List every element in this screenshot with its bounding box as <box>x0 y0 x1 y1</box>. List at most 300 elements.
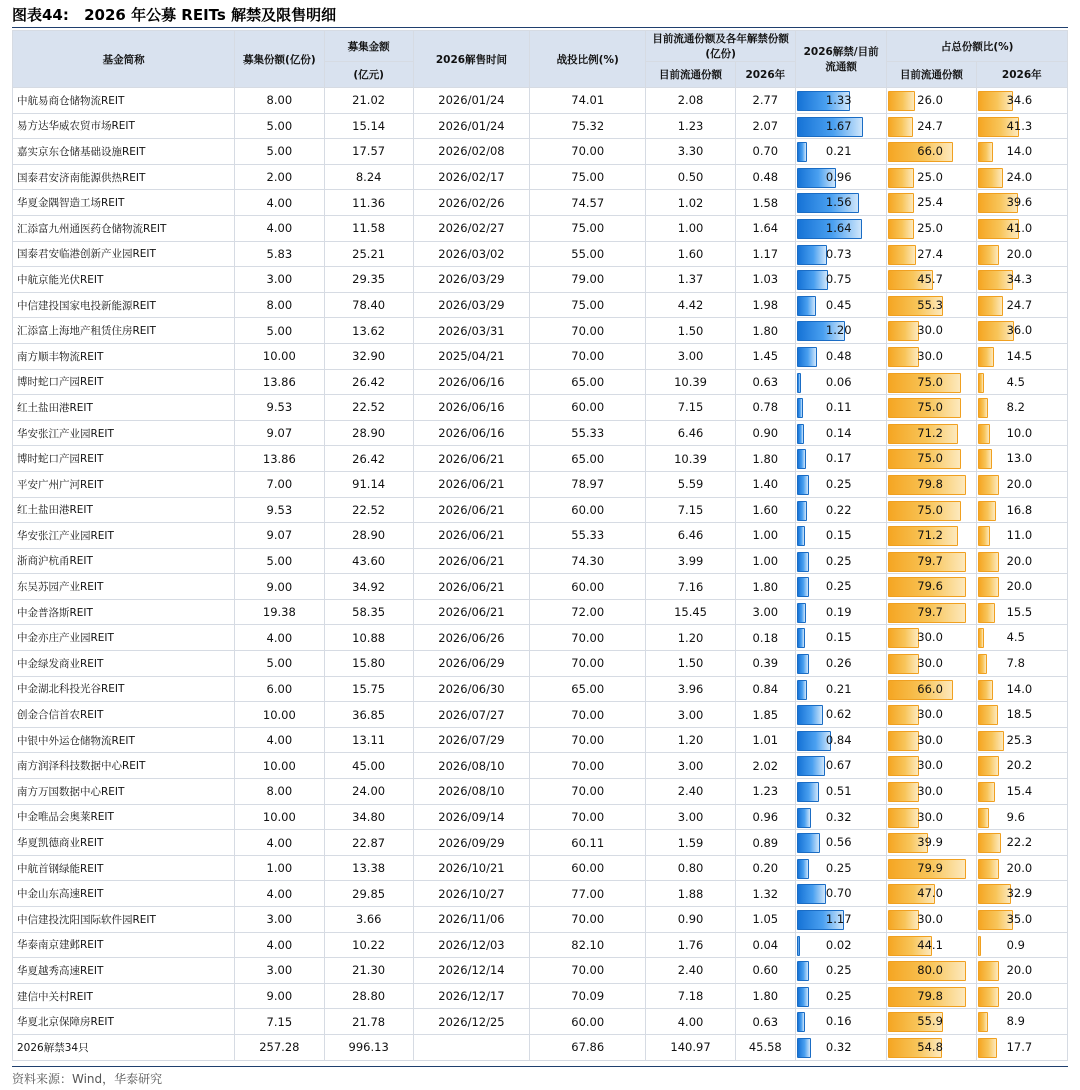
header-amount-unit: (亿元) <box>324 62 413 88</box>
raised-amount: 996.13 <box>324 1034 413 1060</box>
unlock-time: 2026/03/29 <box>413 292 529 318</box>
rel-unlock <box>795 523 886 549</box>
strategic-ratio: 70.00 <box>530 753 646 779</box>
raised-shares: 5.00 <box>235 651 324 677</box>
rel-unlock <box>795 446 886 472</box>
share-current <box>887 932 976 958</box>
share-current <box>887 855 976 881</box>
share-2026-bar <box>978 168 1003 188</box>
share-current-bar <box>888 782 919 802</box>
share-2026-value: 24.0 <box>1006 169 1033 184</box>
raised-shares: 9.07 <box>235 523 324 549</box>
share-current-value: 24.7 <box>917 118 943 133</box>
raised-amount: 28.90 <box>324 523 413 549</box>
table-row <box>13 907 1068 933</box>
share-current-value: 30.0 <box>917 348 943 363</box>
share-2026 <box>976 958 1067 984</box>
table-row <box>13 369 1068 395</box>
unlock-time: 2026/08/10 <box>413 779 529 805</box>
share-2026 <box>976 523 1067 549</box>
unlock-time: 2026/03/02 <box>413 241 529 267</box>
share-current-value: 66.0 <box>917 144 943 159</box>
share-current-value: 79.6 <box>917 579 943 594</box>
rel-unlock-bar <box>797 1038 811 1058</box>
share-2026-value: 10.0 <box>1006 425 1033 440</box>
rel-unlock-value: 0.96 <box>825 169 852 184</box>
share-current-value: 39.9 <box>917 835 943 850</box>
share-2026 <box>976 1009 1067 1035</box>
table-row <box>13 267 1068 293</box>
rel-unlock-value: 0.17 <box>825 451 852 466</box>
float-2026: 1.40 <box>735 471 795 497</box>
float-current: 4.00 <box>646 1009 735 1035</box>
share-current-value: 79.8 <box>917 476 943 491</box>
fund-name: 嘉实京东仓储基础设施REIT <box>13 139 235 165</box>
table-row <box>13 471 1068 497</box>
share-current-value: 26.0 <box>917 93 943 107</box>
rel-unlock-bar <box>797 987 809 1007</box>
strategic-ratio: 70.00 <box>530 318 646 344</box>
share-current-value: 25.4 <box>917 195 943 210</box>
rel-unlock-bar <box>797 961 809 981</box>
rel-unlock <box>795 497 886 523</box>
raised-amount: 15.75 <box>324 676 413 702</box>
fund-name: 华夏金隅智造工场REIT <box>13 190 235 216</box>
strategic-ratio: 74.57 <box>530 190 646 216</box>
share-current-bar <box>888 91 915 111</box>
float-current: 140.97 <box>646 1034 735 1060</box>
share-2026-value: 17.7 <box>1006 1039 1033 1054</box>
unlock-time: 2026/01/24 <box>413 88 529 114</box>
header-float-2026: 2026年 <box>735 62 795 88</box>
rel-unlock-value: 0.21 <box>825 681 852 696</box>
strategic-ratio: 60.00 <box>530 1009 646 1035</box>
share-2026-value: 25.3 <box>1006 732 1033 747</box>
table-row <box>13 164 1068 190</box>
raised-amount: 11.36 <box>324 190 413 216</box>
float-current: 10.39 <box>646 369 735 395</box>
fund-name: 博时蛇口产园REIT <box>13 369 235 395</box>
table-row <box>13 523 1068 549</box>
float-current: 3.99 <box>646 548 735 574</box>
share-2026-bar <box>978 808 989 828</box>
strategic-ratio: 60.11 <box>530 830 646 856</box>
share-current <box>887 1034 976 1060</box>
share-2026-value: 34.3 <box>1006 272 1033 287</box>
strategic-ratio: 70.00 <box>530 727 646 753</box>
rel-unlock-value: 0.48 <box>825 348 852 363</box>
raised-shares: 4.00 <box>235 830 324 856</box>
raised-shares: 10.00 <box>235 753 324 779</box>
strategic-ratio: 70.00 <box>530 343 646 369</box>
share-2026 <box>976 779 1067 805</box>
share-2026 <box>976 139 1067 165</box>
share-current-value: 30.0 <box>917 732 943 747</box>
strategic-ratio: 60.00 <box>530 497 646 523</box>
rel-unlock-bar <box>797 654 809 674</box>
rel-unlock-value: 0.25 <box>825 553 852 568</box>
rel-unlock-bar <box>797 680 807 700</box>
share-current-value: 30.0 <box>917 656 943 671</box>
share-current <box>887 548 976 574</box>
raised-amount: 8.24 <box>324 164 413 190</box>
share-2026-bar <box>978 628 984 648</box>
rel-unlock-value: 0.25 <box>825 963 852 978</box>
rel-unlock-value: 0.84 <box>825 732 852 747</box>
raised-amount: 15.80 <box>324 651 413 677</box>
float-current: 0.80 <box>646 855 735 881</box>
strategic-ratio: 70.09 <box>530 983 646 1009</box>
share-2026-bar <box>978 552 999 572</box>
rel-unlock-bar <box>797 577 809 597</box>
float-current: 7.15 <box>646 497 735 523</box>
share-current <box>887 215 976 241</box>
float-current: 1.76 <box>646 932 735 958</box>
share-2026 <box>976 343 1067 369</box>
table-row <box>13 574 1068 600</box>
share-current-value: 30.0 <box>917 707 943 722</box>
share-current <box>887 395 976 421</box>
fund-name: 南方润泽科技数据中心REIT <box>13 753 235 779</box>
strategic-ratio: 55.00 <box>530 241 646 267</box>
share-current-value: 30.0 <box>917 630 943 645</box>
table-row <box>13 599 1068 625</box>
share-2026 <box>976 446 1067 472</box>
source-note: 资料来源：Wind，华泰研究 <box>12 1066 1068 1087</box>
float-current: 1.23 <box>646 113 735 139</box>
share-current-bar <box>888 321 919 341</box>
float-2026: 2.77 <box>735 88 795 114</box>
rel-unlock-value: 0.21 <box>825 144 852 159</box>
rel-unlock <box>795 727 886 753</box>
float-current: 1.50 <box>646 318 735 344</box>
share-2026 <box>976 113 1067 139</box>
rel-unlock <box>795 932 886 958</box>
share-current-value: 66.0 <box>917 681 943 696</box>
table-row <box>13 932 1068 958</box>
rel-unlock-bar <box>797 603 806 623</box>
reits-unlock-table <box>12 30 1068 1061</box>
share-2026-value: 18.5 <box>1006 707 1033 722</box>
header-float-group: 目前流通份额及各年解禁份额(亿份) <box>646 31 796 62</box>
rel-unlock <box>795 983 886 1009</box>
share-2026-value: 22.2 <box>1006 835 1033 850</box>
rel-unlock-value: 0.26 <box>825 656 852 671</box>
rel-unlock-value: 0.11 <box>825 400 852 415</box>
share-2026 <box>976 830 1067 856</box>
unlock-time: 2026/07/27 <box>413 702 529 728</box>
float-2026: 1.80 <box>735 983 795 1009</box>
share-current-value: 75.0 <box>917 400 943 415</box>
share-2026 <box>976 164 1067 190</box>
share-current-value: 71.2 <box>917 528 943 543</box>
share-2026-value: 0.9 <box>1006 937 1025 952</box>
share-2026-bar <box>978 475 999 495</box>
share-current-value: 80.0 <box>917 963 943 978</box>
fund-name: 中航易商仓储物流REIT <box>13 88 235 114</box>
share-current <box>887 292 976 318</box>
raised-amount: 11.58 <box>324 215 413 241</box>
raised-amount: 28.90 <box>324 420 413 446</box>
unlock-time: 2026/06/16 <box>413 420 529 446</box>
raised-amount: 34.80 <box>324 804 413 830</box>
share-2026 <box>976 215 1067 241</box>
header-time: 2026解售时间 <box>413 31 529 88</box>
share-2026-bar <box>978 987 999 1007</box>
share-current-value: 25.0 <box>917 169 943 184</box>
raised-amount: 21.02 <box>324 88 413 114</box>
unlock-time: 2026/02/27 <box>413 215 529 241</box>
rel-unlock-value: 0.67 <box>825 758 852 773</box>
rel-unlock-bar <box>797 424 804 444</box>
rel-unlock <box>795 113 886 139</box>
table-row <box>13 1009 1068 1035</box>
rel-unlock <box>795 471 886 497</box>
share-current <box>887 907 976 933</box>
header-share-2026: 2026年 <box>976 62 1067 88</box>
unlock-time: 2026/06/21 <box>413 548 529 574</box>
total-row <box>13 1034 1068 1060</box>
share-2026 <box>976 907 1067 933</box>
unlock-time: 2026/02/08 <box>413 139 529 165</box>
rel-unlock-bar <box>797 1012 805 1032</box>
strategic-ratio: 60.00 <box>530 395 646 421</box>
share-2026-value: 39.6 <box>1006 195 1033 210</box>
share-current-bar <box>888 347 919 367</box>
float-2026: 1.05 <box>735 907 795 933</box>
unlock-time <box>413 1034 529 1060</box>
rel-unlock-bar <box>797 628 805 648</box>
share-2026-bar <box>978 526 990 546</box>
unlock-time: 2026/06/21 <box>413 523 529 549</box>
table-row <box>13 830 1068 856</box>
float-current: 2.08 <box>646 88 735 114</box>
share-current-bar <box>888 219 914 239</box>
raised-shares: 5.00 <box>235 318 324 344</box>
rel-unlock-value: 0.75 <box>825 272 852 287</box>
float-2026: 0.63 <box>735 369 795 395</box>
unlock-time: 2026/03/29 <box>413 267 529 293</box>
raised-amount: 36.85 <box>324 702 413 728</box>
strategic-ratio: 75.00 <box>530 164 646 190</box>
rel-unlock-bar <box>797 705 823 725</box>
share-2026-bar <box>978 654 987 674</box>
raised-shares: 10.00 <box>235 343 324 369</box>
share-2026 <box>976 241 1067 267</box>
fund-name: 南方万国数据中心REIT <box>13 779 235 805</box>
unlock-time: 2026/06/21 <box>413 574 529 600</box>
share-current-value: 30.0 <box>917 809 943 824</box>
rel-unlock <box>795 830 886 856</box>
strategic-ratio: 65.00 <box>530 369 646 395</box>
fund-name: 华泰南京建邺REIT <box>13 932 235 958</box>
share-current-value: 54.8 <box>917 1039 943 1054</box>
share-2026-value: 41.0 <box>1006 220 1033 235</box>
share-2026 <box>976 318 1067 344</box>
table-row <box>13 676 1068 702</box>
fund-name: 中银中外运仓储物流REIT <box>13 727 235 753</box>
share-current-value: 45.7 <box>917 272 943 287</box>
share-current <box>887 625 976 651</box>
rel-unlock-value: 1.17 <box>825 912 852 926</box>
float-2026: 1.80 <box>735 574 795 600</box>
raised-shares: 4.00 <box>235 625 324 651</box>
float-current: 3.00 <box>646 753 735 779</box>
rel-unlock-bar <box>797 449 806 469</box>
rel-unlock-value: 0.15 <box>825 528 852 543</box>
strategic-ratio: 55.33 <box>530 420 646 446</box>
table-row <box>13 88 1068 114</box>
raised-amount: 24.00 <box>324 779 413 805</box>
unlock-time: 2026/09/29 <box>413 830 529 856</box>
rel-unlock-bar <box>797 808 811 828</box>
table-row <box>13 318 1068 344</box>
fund-name: 国泰君安临港创新产业园REIT <box>13 241 235 267</box>
share-2026 <box>976 471 1067 497</box>
strategic-ratio: 60.00 <box>530 574 646 600</box>
strategic-ratio: 75.32 <box>530 113 646 139</box>
rel-unlock <box>795 88 886 114</box>
float-current: 0.90 <box>646 907 735 933</box>
share-current <box>887 881 976 907</box>
raised-shares: 4.00 <box>235 932 324 958</box>
raised-shares: 4.00 <box>235 727 324 753</box>
rel-unlock-bar <box>797 398 803 418</box>
unlock-time: 2026/07/29 <box>413 727 529 753</box>
rel-unlock <box>795 1009 886 1035</box>
raised-shares: 1.00 <box>235 855 324 881</box>
share-2026-value: 9.6 <box>1006 809 1025 824</box>
raised-amount: 26.42 <box>324 446 413 472</box>
share-current-value: 30.0 <box>917 784 943 799</box>
strategic-ratio: 74.01 <box>530 88 646 114</box>
share-2026-value: 7.8 <box>1006 656 1025 671</box>
unlock-time: 2026/10/21 <box>413 855 529 881</box>
float-2026: 1.60 <box>735 497 795 523</box>
header-amount: 募集金额 <box>324 31 413 62</box>
share-current-bar <box>888 245 916 265</box>
strategic-ratio: 70.00 <box>530 139 646 165</box>
share-2026-value: 4.5 <box>1006 630 1025 645</box>
float-2026: 1.85 <box>735 702 795 728</box>
rel-unlock <box>795 548 886 574</box>
share-current <box>887 241 976 267</box>
share-2026-bar <box>978 577 999 597</box>
strategic-ratio: 70.00 <box>530 958 646 984</box>
rel-unlock-value: 0.32 <box>825 809 852 824</box>
table-row <box>13 292 1068 318</box>
share-current-bar <box>888 193 914 213</box>
float-2026: 45.58 <box>735 1034 795 1060</box>
fund-name: 汇添富九州通医药仓储物流REIT <box>13 215 235 241</box>
fund-name: 汇添富上海地产租赁住房REIT <box>13 318 235 344</box>
share-2026-bar <box>978 501 996 521</box>
raised-shares: 4.00 <box>235 215 324 241</box>
rel-unlock <box>795 1034 886 1060</box>
unlock-time: 2026/06/16 <box>413 369 529 395</box>
strategic-ratio: 65.00 <box>530 676 646 702</box>
share-2026-value: 14.0 <box>1006 681 1033 696</box>
share-2026-bar <box>978 705 998 725</box>
share-current <box>887 702 976 728</box>
float-current: 2.40 <box>646 779 735 805</box>
float-current: 1.20 <box>646 727 735 753</box>
share-current-value: 27.4 <box>917 246 943 261</box>
float-current: 3.00 <box>646 804 735 830</box>
strategic-ratio: 75.00 <box>530 215 646 241</box>
table-row <box>13 958 1068 984</box>
share-current-value: 75.0 <box>917 451 943 466</box>
rel-unlock-bar <box>797 526 805 546</box>
table-row <box>13 753 1068 779</box>
share-current-value: 79.7 <box>917 604 943 619</box>
rel-unlock-bar <box>797 884 826 904</box>
raised-shares: 13.86 <box>235 369 324 395</box>
raised-shares: 13.86 <box>235 446 324 472</box>
raised-shares: 5.83 <box>235 241 324 267</box>
share-2026-value: 20.0 <box>1006 553 1033 568</box>
share-2026-value: 14.5 <box>1006 348 1033 363</box>
raised-shares: 8.00 <box>235 88 324 114</box>
share-current <box>887 753 976 779</box>
table-row <box>13 983 1068 1009</box>
share-current <box>887 318 976 344</box>
float-current: 3.30 <box>646 139 735 165</box>
share-current-value: 75.0 <box>917 502 943 517</box>
rel-unlock-bar <box>797 501 807 521</box>
fund-name: 东吴苏园产业REIT <box>13 574 235 600</box>
float-2026: 1.80 <box>735 446 795 472</box>
share-current-value: 55.9 <box>917 1014 943 1029</box>
rel-unlock <box>795 676 886 702</box>
share-current <box>887 958 976 984</box>
share-2026-bar <box>978 373 984 393</box>
table-row <box>13 343 1068 369</box>
rel-unlock-value: 0.06 <box>825 374 852 389</box>
rel-unlock <box>795 599 886 625</box>
raised-amount: 78.40 <box>324 292 413 318</box>
float-current: 7.15 <box>646 395 735 421</box>
raised-amount: 10.88 <box>324 625 413 651</box>
float-2026: 1.17 <box>735 241 795 267</box>
unlock-time: 2026/06/16 <box>413 395 529 421</box>
rel-unlock-bar <box>797 347 817 367</box>
unlock-time: 2026/06/29 <box>413 651 529 677</box>
float-current: 3.00 <box>646 702 735 728</box>
fund-name: 博时蛇口产园REIT <box>13 446 235 472</box>
float-2026: 0.60 <box>735 958 795 984</box>
float-2026: 1.23 <box>735 779 795 805</box>
unlock-time: 2026/10/27 <box>413 881 529 907</box>
share-2026-value: 16.8 <box>1006 502 1033 517</box>
share-current-bar <box>888 168 914 188</box>
share-2026-value: 20.0 <box>1006 246 1033 261</box>
raised-shares: 10.00 <box>235 702 324 728</box>
float-2026: 1.32 <box>735 881 795 907</box>
rel-unlock-bar <box>797 142 807 162</box>
rel-unlock <box>795 574 886 600</box>
rel-unlock <box>795 215 886 241</box>
rel-unlock-value: 0.32 <box>825 1039 852 1054</box>
unlock-time: 2026/08/10 <box>413 753 529 779</box>
share-current <box>887 446 976 472</box>
share-2026-bar <box>978 296 1003 316</box>
share-2026-value: 20.0 <box>1006 988 1033 1003</box>
share-2026 <box>976 497 1067 523</box>
table-row <box>13 420 1068 446</box>
float-2026: 1.58 <box>735 190 795 216</box>
raised-amount: 29.85 <box>324 881 413 907</box>
